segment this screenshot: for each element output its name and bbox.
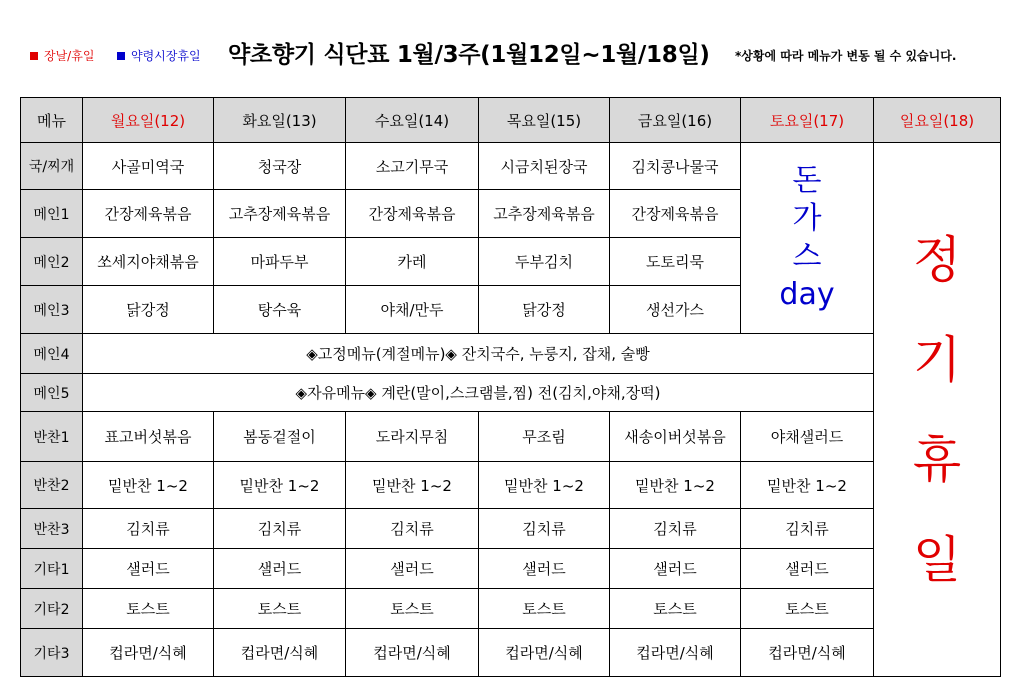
- category-label: 기타1: [21, 549, 83, 589]
- menu-cell: 무조림: [479, 412, 610, 462]
- category-label: 메인1: [21, 190, 83, 238]
- menu-cell: 봄동겉절이: [214, 412, 346, 462]
- menu-cell: 표고버섯볶음: [83, 412, 214, 462]
- day-header-mon: 월요일(12): [83, 98, 214, 143]
- menu-cell: 청국장: [214, 143, 346, 190]
- menu-cell: 샐러드: [741, 549, 874, 589]
- free-menu-cell: ◈자유메뉴◈ 계란(말이,스크램블,찜) 전(김치,야채,장떡): [83, 374, 874, 412]
- table-row: [21, 589, 1001, 629]
- category-label: 메인4: [21, 334, 83, 374]
- table-header-row: [21, 98, 1001, 143]
- menu-cell: 밑반찬 1~2: [214, 462, 346, 509]
- menu-cell: 토스트: [741, 589, 874, 629]
- menu-cell: 닭강정: [83, 286, 214, 334]
- category-label: 반찬2: [21, 462, 83, 509]
- menu-cell: 김치류: [479, 509, 610, 549]
- menu-cell: 컵라면/식혜: [346, 629, 479, 677]
- menu-cell: 김치류: [610, 509, 741, 549]
- menu-cell: 도토리묵: [610, 238, 741, 286]
- day-header-thu: 목요일(15): [479, 98, 610, 143]
- category-label: 메인5: [21, 374, 83, 412]
- menu-cell: 탕수육: [214, 286, 346, 334]
- change-notice: *상황에 따라 메뉴가 변동 될 수 있습니다.: [735, 49, 957, 63]
- menu-cell: 간장제육볶음: [346, 190, 479, 238]
- menu-cell: 토스트: [83, 589, 214, 629]
- day-header-wed: 수요일(14): [346, 98, 479, 143]
- menu-cell: 마파두부: [214, 238, 346, 286]
- menu-cell: 소고기무국: [346, 143, 479, 190]
- day-header-tue: 화요일(13): [214, 98, 346, 143]
- table-row: [21, 143, 1001, 190]
- menu-cell: 두부김치: [479, 238, 610, 286]
- day-header-sun: 일요일(18): [874, 98, 1001, 143]
- closed-char: 휴: [912, 430, 962, 489]
- menu-cell: 토스트: [214, 589, 346, 629]
- menu-cell: 간장제육볶음: [83, 190, 214, 238]
- menu-cell: 샐러드: [346, 549, 479, 589]
- table-row: [21, 412, 1001, 462]
- table-row: [21, 462, 1001, 509]
- special-char: day: [779, 277, 835, 312]
- menu-cell: 김치류: [346, 509, 479, 549]
- menu-cell: 컵라면/식혜: [214, 629, 346, 677]
- menu-cell: 샐러드: [214, 549, 346, 589]
- menu-cell: 김치류: [741, 509, 874, 549]
- corner-header: 메뉴: [21, 98, 83, 143]
- menu-cell: 김치류: [83, 509, 214, 549]
- menu-cell: 컵라면/식혜: [741, 629, 874, 677]
- special-char: 돈: [792, 163, 822, 198]
- category-label: 반찬1: [21, 412, 83, 462]
- closed-char: 정: [912, 230, 962, 289]
- menu-cell: 토스트: [479, 589, 610, 629]
- table-row: [21, 334, 1001, 374]
- saturday-special-cell: [741, 143, 874, 334]
- legend-holiday-label: 장날/휴일: [44, 49, 95, 63]
- closed-char: 기: [912, 330, 962, 389]
- day-header-fri: 금요일(16): [610, 98, 741, 143]
- category-label: 기타3: [21, 629, 83, 677]
- menu-cell: 밑반찬 1~2: [610, 462, 741, 509]
- menu-cell: 컵라면/식혜: [479, 629, 610, 677]
- menu-cell: 샐러드: [479, 549, 610, 589]
- special-char: 가: [792, 201, 822, 236]
- table-row: [21, 629, 1001, 677]
- menu-cell: 밑반찬 1~2: [346, 462, 479, 509]
- legend-market-label: 약령시장휴일: [131, 49, 201, 63]
- category-label: 기타2: [21, 589, 83, 629]
- menu-cell: 샐러드: [610, 549, 741, 589]
- menu-cell: 밑반찬 1~2: [83, 462, 214, 509]
- menu-cell: 밑반찬 1~2: [741, 462, 874, 509]
- special-char: 스: [792, 239, 822, 274]
- blue-square-icon: [117, 52, 125, 60]
- menu-table: [20, 97, 1001, 677]
- menu-cell: 간장제육볶음: [610, 190, 741, 238]
- menu-cell: 김치류: [214, 509, 346, 549]
- page-header: [0, 0, 1021, 97]
- menu-cell: 고추장제육볶음: [214, 190, 346, 238]
- menu-cell: 사골미역국: [83, 143, 214, 190]
- category-label: 반찬3: [21, 509, 83, 549]
- menu-cell: 야채샐러드: [741, 412, 874, 462]
- menu-cell: 쏘세지야채볶음: [83, 238, 214, 286]
- menu-cell: 컵라면/식혜: [610, 629, 741, 677]
- menu-cell: 토스트: [610, 589, 741, 629]
- menu-cell: 도라지무침: [346, 412, 479, 462]
- menu-cell: 토스트: [346, 589, 479, 629]
- menu-cell: 컵라면/식혜: [83, 629, 214, 677]
- menu-cell: 고추장제육볶음: [479, 190, 610, 238]
- table-row: [21, 509, 1001, 549]
- menu-cell: 밑반찬 1~2: [479, 462, 610, 509]
- menu-cell: 카레: [346, 238, 479, 286]
- menu-cell: 김치콩나물국: [610, 143, 741, 190]
- sunday-closed-cell: [874, 143, 1001, 677]
- closed-char: 일: [912, 530, 962, 589]
- table-row: [21, 374, 1001, 412]
- menu-cell: 생선가스: [610, 286, 741, 334]
- menu-cell: 닭강정: [479, 286, 610, 334]
- menu-cell: 새송이버섯볶음: [610, 412, 741, 462]
- category-label: 메인2: [21, 238, 83, 286]
- category-label: 메인3: [21, 286, 83, 334]
- legend-holiday: [30, 47, 94, 64]
- fixed-menu-cell: ◈고정메뉴(계절메뉴)◈ 잔치국수, 누룽지, 잡채, 술빵: [83, 334, 874, 374]
- menu-cell: 야채/만두: [346, 286, 479, 334]
- category-label: 국/찌개: [21, 143, 83, 190]
- page-title: 약초향기 식단표 1월/3주(1월12일~1월/18일): [228, 42, 710, 68]
- menu-cell: 샐러드: [83, 549, 214, 589]
- legend-market-closed: [117, 47, 201, 64]
- menu-cell: 시금치된장국: [479, 143, 610, 190]
- red-square-icon: [30, 52, 38, 60]
- table-row: [21, 549, 1001, 589]
- day-header-sat: 토요일(17): [741, 98, 874, 143]
